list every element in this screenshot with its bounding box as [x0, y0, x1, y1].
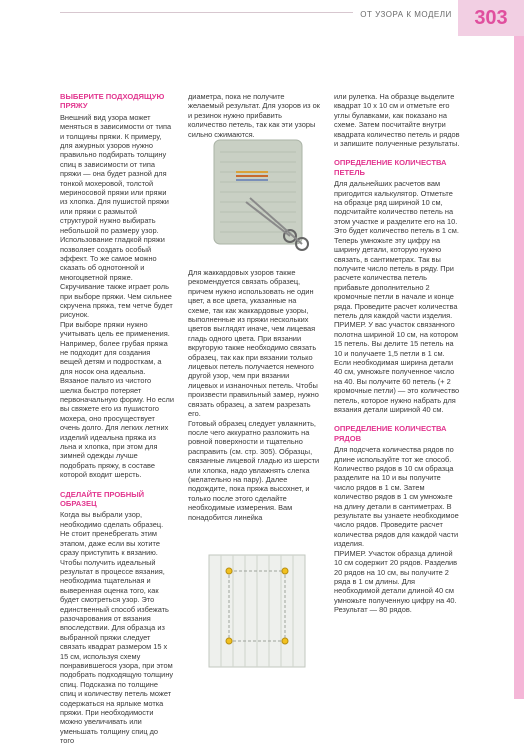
paragraph: Внешний вид узора может меняться в зависимости от типа и толщины пряжи. К примеру, для ажурных узоров нужно правильно подбирать толщину спиц в зависимости от типа пряжи — она будет разной для тонкой мохеровой, толстой мериносовой пряжи или пряжи из хлопка. Для пушистой пряжи или пряжи с размытой структурой нужно выбирать небольшой по размеру узор. Использование гладкой пряжи позволяет создать особый эффект. То же самое можно сказать об однотонной и многоцветной пряже. Скручивание также играет роль при выборе пряжи. Чем сильнее скручена пряжа, тем четче будет рисунок.	[60, 112, 173, 320]
page-number: 303	[458, 0, 524, 36]
heading-choose-yarn: ВЫБЕРИТЕ ПОДХОДЯЩУЮ ПРЯЖУ	[60, 92, 165, 111]
paragraph: Когда вы выбрали узор, необходимо сделать образец. Не стоит пренебрегать этим этапом, даже если вы хотите сразу приступить к вязанию. Чтобы получить идеальный результат в процессе вязания, необходима тщательная и выверенная оценка того, как будет смотреться узор. Это единственный способ избежать разочарования от вязания впоследствии. Для образца из выбранной пряжи следует связать квадрат размером 15 х 15 см, используя схему понравившегося узора, при этом подобрать подходящую толщину спиц. Подсказка по толщине спиц и количеству петель может содержаться на ярлыке мотка пряжи. При необходимости можно увеличивать или уменьшать толщину спиц до того	[60, 510, 174, 746]
paragraph: или рулетка. На образце выделите квадрат 10 х 10 см и отметьте его углы булавками, как показано на схеме. Затем посчитайте внутри квадрата количество петель и рядов и запишите полученные результаты.	[334, 92, 460, 149]
paragraph: Готовый образец следует увлажнить, после чего аккуратно разложить на ровной поверхности и тщательно расправить (см. стр. 305). Образцы, связанные лицевой гладью из шерсти или хлопка, надо увлажнять слегка (желательно на пару). Далее подождите, пока пряжа высохнет, и только после этого сделайте необходимые измерения. Вам понадобится линейка	[188, 418, 320, 522]
column-left	[60, 92, 174, 746]
paragraph: диаметра, пока не получите желаемый результат. Для узоров из ок и резинок нужно прибавить количество петель, так как эти узоры сильно сжимаются.	[188, 92, 320, 139]
column-right	[334, 92, 462, 615]
knitted-swatch-photo	[206, 132, 318, 260]
section-title: ОТ УЗОРА К МОДЕЛИ	[353, 8, 459, 21]
heading-make-sample: СДЕЛАЙТЕ ПРОБНЫЙ ОБРАЗЕЦ	[60, 489, 145, 509]
heading-stitch-count: ОПРЕДЕЛЕНИЕ КОЛИЧЕСТВА ПЕТЕЛЬ	[334, 158, 447, 177]
paragraph: При выборе пряжи нужно учитывать цель ее применения. Например, более грубая пряжа не подходит для создания вещей детям и подросткам, а для носок она идеальна. Вязаное пальто из чистого шелка быстро потеряет первоначальную форму. Но если вы свяжете его из пушистого мохера, оно просуществует очень долго. Для легких летних изделий идеальна пряжа из льна и хлопка, при этом для зимней одежды лучше подобрать пряжу, в составе которой входит шерсть.	[60, 319, 174, 480]
heading-row-count: ОПРЕДЕЛЕНИЕ КОЛИЧЕСТВА РЯДОВ	[334, 424, 447, 443]
side-color-bar	[514, 36, 524, 699]
paragraph: ПРИМЕР. У вас участок связанного полотна шириной 10 см, на котором 15 петель. Вы делите 15 петель на 10 и получаете 1,5 петли в 1 см. Если необходимая ширина детали 40 см, умножьте полученное число на 40. Вы получите 60 петель (+ 2 кромочные петли) — это количество петель, которое нужно набрать для вязания детали шириной 40 см.	[334, 320, 460, 414]
column-middle-lower	[188, 268, 320, 522]
paragraph: Для дальнейших расчетов вам пригодится калькулятор. Отметьте на образце ряд шириной 10 см, подсчитайте количество петель на этом участке и разделите его на 10. Это будет количество петель в 1 см. Теперь умножьте эту цифру на ширину детали, которую нужно связать, в сантиметрах. Так вы получите число петель в ряду. При расчете количества петель прибавьте дополнительно 2 кромочные петли в начале и конце ряда. Проведите расчет количества петель для каждой части изделия.	[334, 179, 459, 320]
paragraph: Для подсчета количества рядов по длине используйте тот же способ. Количество рядов в 10 см образца разделите на 10 и вы получите число рядов в 1 см. Затем количество рядов в 1 см умножьте на длину детали в сантиметрах. В результате вы узнаете необходимое число рядов. Проведите расчет количества рядов для каждой части изделия.	[334, 445, 459, 549]
gauge-measuring-diagram	[201, 547, 313, 675]
paragraph: Для жаккардовых узоров также рекомендуется связать образец, причем нужно использовать не один цвет, а все цвета, указанные на схеме, так как жаккардовые узоры, выполненные из пряжи нескольких цветов выглядят иначе, чем лицевая гладь одного цвета. При вязании вкругорую также необходимо связать образец, так как при вязании только лицевых петель получается немного другой узор, чем при вязании лицевых и изнаночных петель. Чтобы произвести правильный замер, нужно связать образец, а затем разрезать его.	[188, 268, 319, 419]
paragraph: ПРИМЕР. Участок образца длиной 10 см содержит 20 рядов. Разделив 20 рядов на 10 см, вы получите 2 ряда в 1 см длины. Для необходимой детали длиной 40 см умножьте полученную цифру на 40. Результат — 80 рядов.	[334, 548, 458, 615]
